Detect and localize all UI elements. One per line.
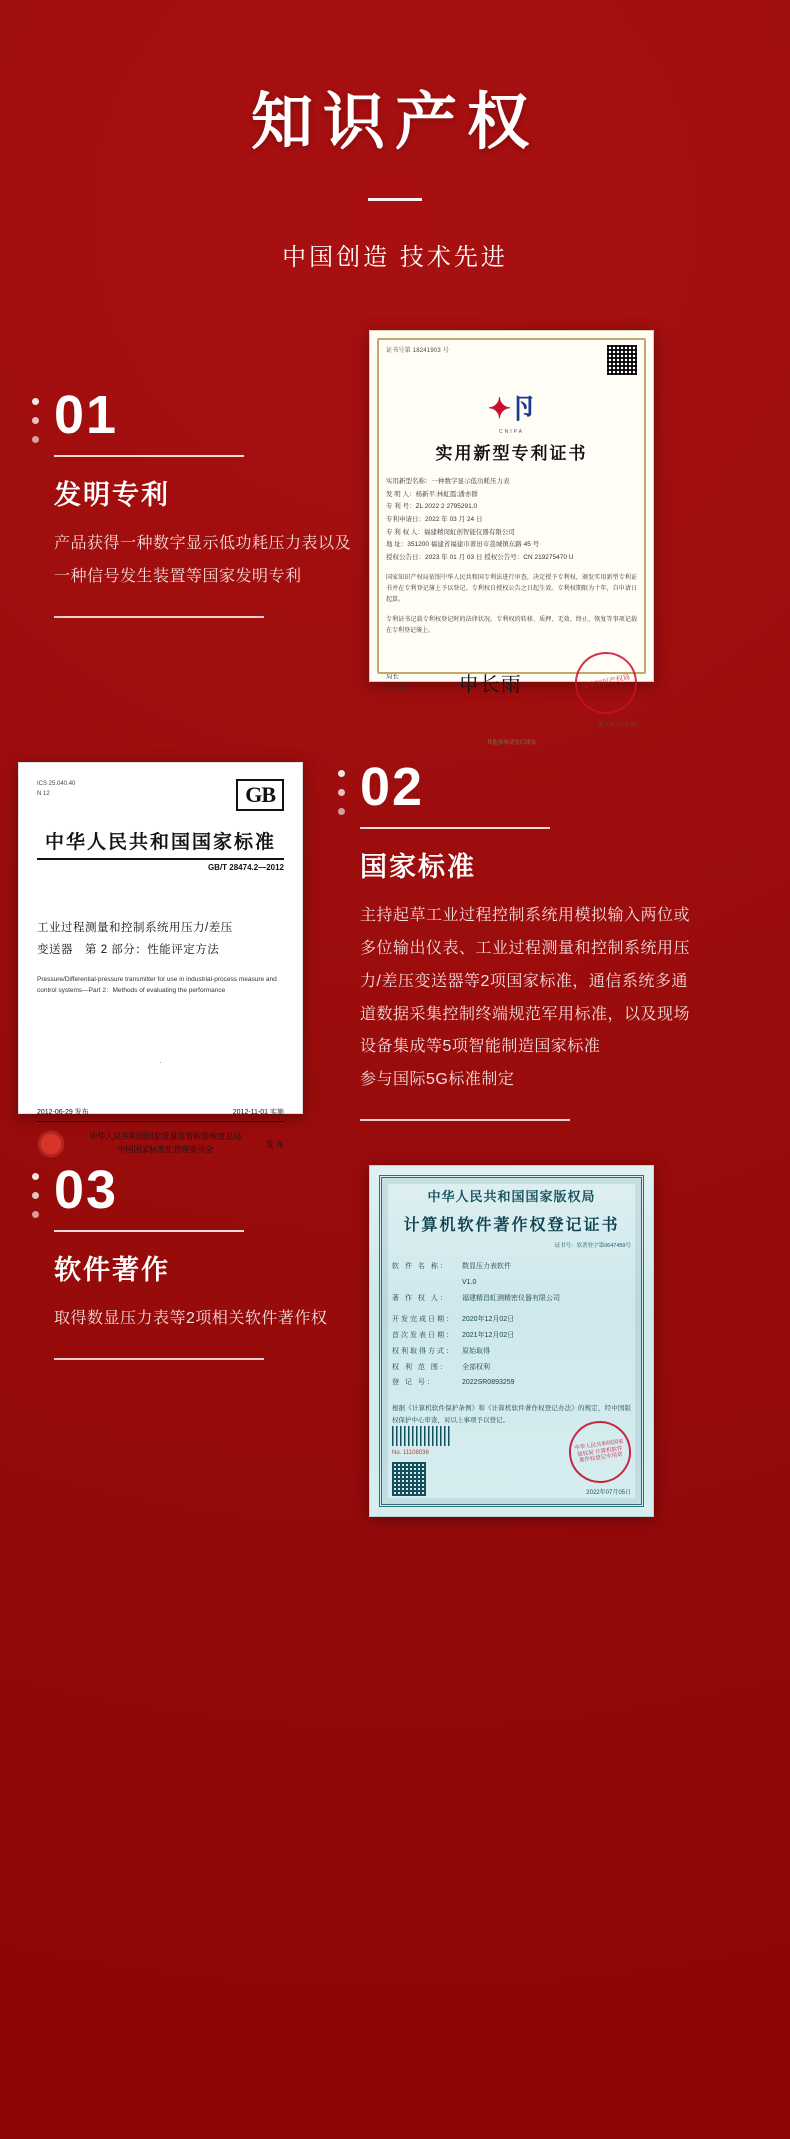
national-emblem-icon xyxy=(37,1130,65,1158)
patent-paragraph-2: 专利证书记载专利权登记时的法律状况。专利权的转移、质押、无效、终止、恢复等事项记载在专利登记簿上。 xyxy=(386,616,637,635)
section-03 xyxy=(0,1160,790,1517)
bullet-dots-01 xyxy=(30,390,44,455)
copyright-field: 首次发表日期： 2021年12月02日 xyxy=(392,1332,515,1339)
patent-paragraph: 国家知识产权局依照中华人民共和国专利法进行审查，决定授予专利权，颁发实用新型专利证书并在专利登记簿上予以登记。专利权自授权公告之日起生效。专利权期限为十年，自申请日起算。 xyxy=(386,574,637,604)
standard-publish-label: 发 布 xyxy=(265,1139,284,1149)
patent-fields xyxy=(386,476,637,565)
patent-field: 发 明 人：杨新平;林虹霞;潘亦群 xyxy=(386,490,478,498)
patent-field: 专 利 权 人：福建精闵虹创智能仪器有限公司 xyxy=(386,528,515,536)
qr-code-icon xyxy=(607,345,637,375)
section-02-heading: 国家标准 xyxy=(360,852,476,883)
bullet-dots-03 xyxy=(30,1165,44,1230)
standard-issuer xyxy=(71,1131,260,1157)
section-02 xyxy=(0,757,790,1155)
bullet-dots-02 xyxy=(336,762,350,827)
standard-effective-date: 2012-11-01 实施 xyxy=(232,1109,284,1117)
copyright-field: 开发完成日期： 2020年12月02日 xyxy=(392,1316,515,1324)
patent-field: 实用新型名称：一种数字显示低功耗压力表 xyxy=(386,478,510,485)
patent-serial-no: 证书号第 18241903 号 xyxy=(386,348,450,354)
section-02-image xyxy=(18,762,318,1155)
page-title: 知识产权 xyxy=(250,88,539,157)
section-02-text xyxy=(360,757,691,1121)
cnipa-mark-icon: ✦卪 xyxy=(487,393,536,424)
gb-logo-icon: GB xyxy=(236,779,284,811)
copyright-fields xyxy=(392,1259,631,1391)
section-03-text xyxy=(54,1160,354,1360)
copyright-date: 2022年07月05日 xyxy=(586,1490,631,1496)
barcode-icon xyxy=(392,1426,452,1446)
official-seal-icon: 国家知识产权局 xyxy=(569,646,643,720)
section-02-number: 02 xyxy=(360,757,425,817)
standard-issuer-line1: 中华人民共和国国家质量监督检验检疫总局 xyxy=(89,1132,242,1142)
patent-title: 实用新型专利证书 xyxy=(435,444,588,463)
section-01-image xyxy=(369,330,669,746)
copyright-field: 权利取得方式： 原始取得 xyxy=(392,1347,490,1355)
copyright-paragraph: 根据《计算机软件保护条例》和《计算机软件著作权登记办法》的规定，经中国版权保护中心审查，对以上事项予以登记。 xyxy=(392,1405,631,1425)
page-subtitle: 中国创造 技术先进 xyxy=(282,244,508,271)
section-03-body: 取得数显压力表等2项相关软件著作权 xyxy=(54,1310,328,1328)
cnipa-logo xyxy=(386,387,637,435)
qr-code-icon xyxy=(392,1462,426,1496)
national-standard-document xyxy=(18,762,303,1155)
section-02-rule-bottom xyxy=(360,1119,570,1121)
patent-page-note: 第 1 页 (共 1 页) xyxy=(597,721,637,728)
copyright-seal-icon: 中华人民共和国国家版权局 计算机软件著作权登记专用章 xyxy=(565,1417,635,1487)
standard-number: GB/T 28474.2—2012 xyxy=(207,863,284,872)
patent-footer-note: 其他事项请见后续页 xyxy=(486,739,537,746)
patent-certificate xyxy=(369,330,654,746)
page-header xyxy=(0,0,790,272)
patent-field: 专 利 号：ZL 2022 2 2795291.0 xyxy=(386,503,478,511)
section-01-number: 01 xyxy=(54,385,119,445)
patent-field: 授权公告日：2023 年 01 月 03 日 授权公告号：CN 219275470 U xyxy=(386,554,574,562)
copyright-field: 著 作 权 人： 福建精昌虹测精密仪器有限公司 xyxy=(392,1294,560,1302)
patent-sign-label: 局长 申长雨 xyxy=(386,672,406,692)
software-copyright-certificate xyxy=(369,1165,654,1517)
section-03-rule-bottom xyxy=(54,1358,264,1360)
standard-name-cn: 工业过程测量和控制系统用压力/差压 变送器 第 2 部分：性能评定方法 xyxy=(37,922,233,956)
section-01-body: 产品获得一种数字显示低功耗压力表以及一种信号发生装置等国家发明专利 xyxy=(54,535,352,586)
copyright-title: 计算机软件著作权登记证书 xyxy=(403,1217,620,1234)
section-03-number: 03 xyxy=(54,1160,119,1220)
patent-field: 地 址：351200 福建省福建市莆田市荔城镇东路 45 号 xyxy=(386,541,540,549)
section-01-rule-bottom xyxy=(54,616,264,618)
copyright-field: 登 记 号： 2022SR0893259 xyxy=(392,1379,515,1387)
section-02-body: 主持起草工业过程控制系统用模拟输入两位或多位输出仪表、工业过程测量和控制系统用压力/差压变送器等2项国家标准，通信系统多通道数据采集控制终端规范军用标准，以及现场设备集成等5项智能制造国家标准 xyxy=(360,907,691,1056)
section-01-heading: 发明专利 xyxy=(54,480,170,511)
section-03-image xyxy=(369,1165,669,1517)
copyright-field: 权 利 范 围： 全部权利 xyxy=(392,1363,490,1371)
section-02-body-2: 参与国际5G标准制定 xyxy=(360,1071,515,1089)
patent-field: 专利申请日：2022 年 03 月 24 日 xyxy=(386,516,483,524)
copyright-org: 中华人民共和国国家版权局 xyxy=(427,1189,596,1204)
section-01-text xyxy=(54,385,354,618)
patent-signature: 申长雨 xyxy=(458,674,522,697)
section-03-heading: 软件著作 xyxy=(54,1255,170,1286)
section-01-rule xyxy=(54,455,244,457)
title-divider xyxy=(368,198,422,201)
copyright-field: V1.0 xyxy=(462,1278,477,1286)
standard-spacer-dot: · xyxy=(159,1057,162,1068)
standard-issuer-line2: 中国国家标准化管理委员会 xyxy=(117,1145,214,1155)
section-01 xyxy=(0,348,790,746)
section-02-rule xyxy=(360,827,550,829)
cnipa-abbr: CNIPA xyxy=(499,429,524,435)
standard-title: 中华人民共和国国家标准 xyxy=(44,832,276,853)
standard-ics-code: ICS 25.040.40 N 12 xyxy=(37,781,76,798)
standard-name-en: Pressure/Differential-pressure transmitter for use in industrial-process measure and control systems—Part 2：Methods of evaluating the performance xyxy=(37,975,277,995)
copyright-field: 软 件 名 称： 数显压力表软件 xyxy=(392,1263,511,1270)
copyright-reg-no: 证书号：软著登字第0647459号 xyxy=(554,1243,631,1249)
section-03-rule xyxy=(54,1230,244,1232)
standard-issue-date: 2012-06-29 发布 xyxy=(37,1109,89,1117)
copyright-serial: No. 11108036 xyxy=(392,1450,429,1456)
